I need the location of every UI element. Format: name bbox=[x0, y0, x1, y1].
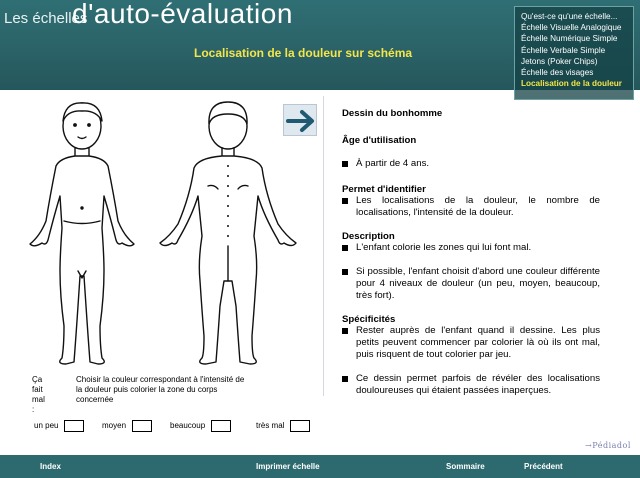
scale-item-moyen bbox=[102, 420, 152, 434]
description-text-1: L'enfant colorie les zones qui lui font mal. bbox=[342, 242, 600, 254]
scale-item-un-peu bbox=[34, 420, 84, 434]
menu-item-visages[interactable]: Échelle des visages bbox=[521, 67, 594, 77]
permet-heading: Permet d'identifier bbox=[342, 184, 426, 195]
scale-label: moyen bbox=[102, 421, 127, 431]
brand-title: d'auto-évaluation bbox=[72, 0, 293, 29]
menu-item-evs[interactable]: Échelle Verbale Simple bbox=[521, 45, 606, 55]
info-column bbox=[342, 108, 600, 397]
pediadol-logo: →Pédiadol bbox=[585, 441, 631, 450]
color-box[interactable] bbox=[211, 420, 231, 432]
arrow-right-icon bbox=[284, 105, 318, 137]
legend-description: Choisir la couleur correspondant à l'intensité de la douleur puis colorier la zone du corps concernée bbox=[76, 375, 245, 404]
next-arrow-button[interactable] bbox=[283, 104, 317, 136]
scale-label: beaucoup bbox=[170, 421, 206, 431]
menu-item-eva[interactable]: Échelle Visuelle Analogique bbox=[521, 23, 622, 33]
scale-label: un peu bbox=[34, 421, 59, 431]
menu-item-localisation[interactable]: Localisation de la douleur bbox=[521, 79, 622, 89]
body-diagram bbox=[20, 96, 310, 376]
menu-item-jetons[interactable]: Jetons (Poker Chips) bbox=[521, 56, 598, 66]
specificites-text-1: Rester auprès de l'enfant quand il dessine. Les plus petits peuvent commencer par colorier là où ils ont mal, puis risquent de tout colorier par jeu. bbox=[342, 325, 600, 361]
color-box[interactable] bbox=[132, 420, 152, 432]
color-box[interactable] bbox=[290, 420, 310, 432]
footer-nav bbox=[0, 455, 640, 478]
scale-label: très mal bbox=[256, 421, 285, 431]
brand-small-text: Les échelles bbox=[4, 10, 88, 27]
content-title: Dessin du bonhomme bbox=[342, 108, 443, 119]
description-heading: Description bbox=[342, 231, 395, 242]
page-title: Localisation de la douleur sur schéma bbox=[194, 46, 413, 60]
color-box[interactable] bbox=[64, 420, 84, 432]
specificites-text-2: Ce dessin permet parfois de révéler des localisations douloureuses qui étaient passées inaperçues. bbox=[342, 373, 600, 397]
footer-summary-link[interactable]: Sommaire bbox=[446, 462, 485, 471]
menu-item-ens[interactable]: Échelle Numérique Simple bbox=[521, 34, 618, 44]
specificites-heading: Spécificités bbox=[342, 314, 396, 325]
scale-item-tres-mal bbox=[256, 420, 310, 434]
legend-label: Ça fait mal : bbox=[32, 375, 45, 414]
permet-text: Les localisations de la douleur, le nombre de localisations, l'intensité de la douleur. bbox=[342, 195, 600, 219]
age-heading: Âge d'utilisation bbox=[342, 135, 417, 146]
scale-item-beaucoup bbox=[170, 420, 231, 434]
menu-item-intro[interactable]: Qu'est-ce qu'une échelle... bbox=[521, 12, 618, 21]
section-menu bbox=[514, 6, 634, 100]
footer-previous-link[interactable]: Précédent bbox=[524, 462, 563, 471]
front-figure bbox=[30, 103, 134, 364]
back-figure bbox=[160, 102, 296, 364]
age-text: À partir de 4 ans. bbox=[342, 158, 600, 170]
footer-print-link[interactable]: Imprimer échelle bbox=[256, 462, 320, 471]
description-text-2: Si possible, l'enfant choisit d'abord une couleur différente pour 4 niveaux de douleur (un peu, moyen, beaucoup, très fort). bbox=[342, 266, 600, 302]
footer-index-link[interactable]: Index bbox=[40, 462, 61, 471]
column-divider bbox=[323, 96, 324, 396]
